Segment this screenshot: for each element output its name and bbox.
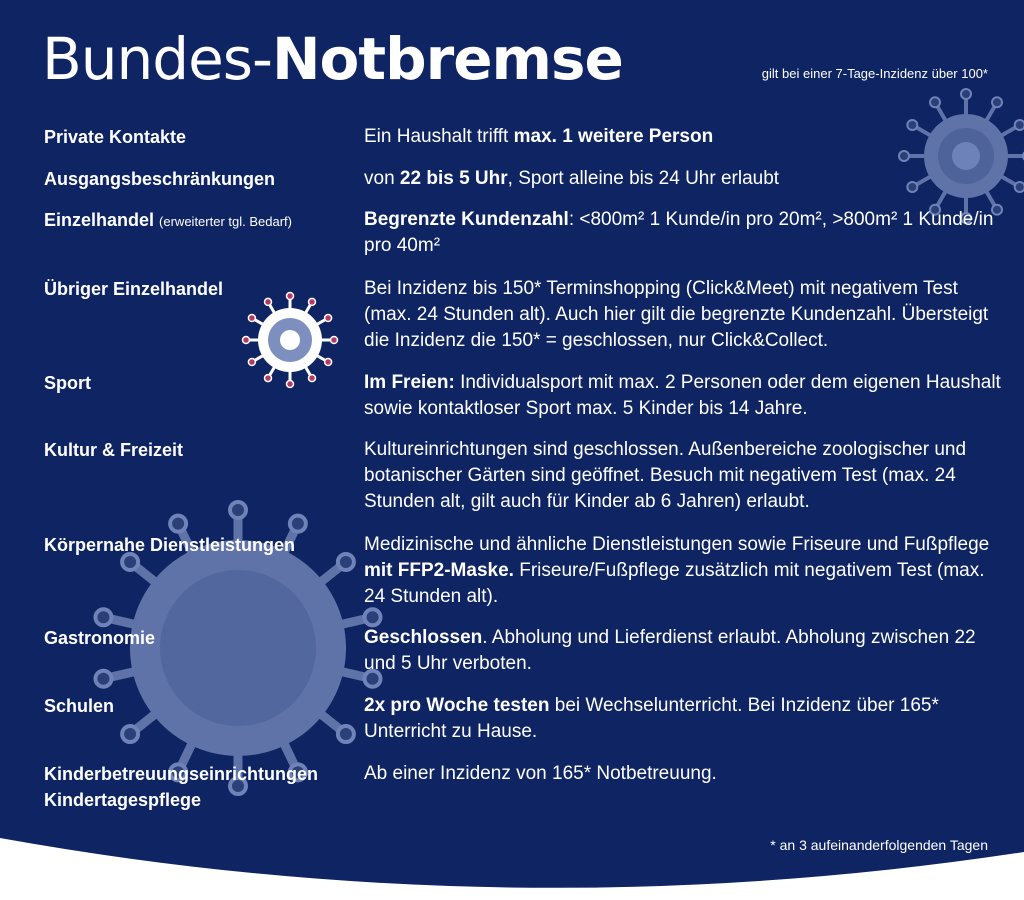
- virus-spike-tip: [95, 609, 111, 625]
- virus-spike-tip: [170, 516, 186, 532]
- rule-text-segment: Ein Haushalt trifft: [364, 126, 514, 147]
- rule-text: [364, 532, 1004, 610]
- virus-spike-tip: [930, 97, 940, 107]
- rule-text-segment: Friseure/Fußpflege zusätzlich mit negativem Test (max. 24 Stunden alt).: [364, 560, 985, 607]
- rule-label: [44, 166, 364, 192]
- rule-label-text: Übriger Einzelhandel: [44, 279, 224, 299]
- rule-label: [44, 437, 364, 463]
- rule-label: [44, 532, 364, 558]
- virus-spike-tip: [365, 609, 381, 625]
- rule-text-segment: bei Wechselunterricht. Bei Inzidenz über 165* Unterricht zu Hause.: [364, 695, 939, 742]
- rule-label: [44, 693, 364, 719]
- footnote: * an 3 aufeinanderfolgenden Tagen: [770, 837, 988, 853]
- rule-text: [364, 207, 1004, 259]
- rule-text: [364, 625, 1004, 677]
- rule-text-emphasis: Im Freien:: [364, 372, 455, 393]
- rule-label: [44, 761, 364, 813]
- virus-spike-tip: [230, 502, 246, 518]
- rule-label: [44, 370, 364, 396]
- rule-text: [364, 166, 1004, 192]
- page-title: [42, 24, 623, 94]
- rule-label: [44, 276, 364, 302]
- rule-label-text: Sport: [44, 373, 91, 393]
- rule-label-text: Körpernahe Dienstleistungen: [44, 535, 296, 555]
- rule-text: [364, 761, 1004, 787]
- rule-text-emphasis: 22 bis 5 Uhr: [399, 168, 508, 189]
- rule-text-segment: Bei Inzidenz bis 150* Terminshopping (Click&Meet) mit negativem Test (max. 24 Stunden alt). Auch hier gilt die begrenzte Kundenzahl. Übersteigt die Inzidenz die 150* = geschlossen, nur Click&Collect.: [364, 278, 989, 351]
- rule-label-text: Kinderbetreuungseinrichtungen Kindertagespflege: [44, 764, 319, 810]
- rule-text-segment: Medizinische und ähnliche Dienstleistungen sowie Friseure und Fußpflege: [364, 534, 990, 555]
- rule-label-text: Private Kontakte: [44, 127, 187, 147]
- virus-spike-tip: [95, 671, 111, 687]
- rule-label-text: Gastronomie: [44, 628, 156, 648]
- virus-spike-tip: [331, 337, 338, 344]
- rule-text-segment: Kultureinrichtungen sind geschlossen. Außenbereiche zoologischer und botanischer Gärten sind geöffnet. Besuch mit negativem Test (max. 24 Stunden alt, gilt auch für Kinder ab 6 Jahren) erlaubt.: [364, 439, 967, 512]
- rule-text-segment: . Abholung und Lieferdienst erlaubt. Abholung zwischen 22 und 5 Uhr verboten.: [364, 627, 976, 674]
- subtitle: gilt bei einer 7-Tage-Inzidenz über 100*: [761, 66, 988, 81]
- rule-text-segment: Individualsport mit max. 2 Personen oder dem eigenen Haushalt sowie kontaktloser Sport max. 5 Kinder bis 14 Jahre.: [364, 372, 1001, 419]
- rule-text: [364, 437, 1004, 515]
- rule-text: [364, 276, 1004, 354]
- virus-spike-tip: [325, 359, 332, 366]
- virus-core: [280, 330, 300, 350]
- rule-label-text: Ausgangsbeschränkungen: [44, 169, 276, 189]
- rule-label-text: Kultur & Freizeit: [44, 440, 184, 460]
- virus-spike-tip: [1015, 120, 1024, 130]
- virus-spike-tip: [290, 516, 306, 532]
- rule-text: [364, 693, 1004, 745]
- virus-spike-tip: [992, 97, 1002, 107]
- title-prefix: Bundes-: [42, 25, 272, 93]
- rule-text-segment: Ab einer Inzidenz von 165* Notbetreuung.: [364, 763, 717, 784]
- virus-spike-tip: [338, 726, 354, 742]
- virus-spike-tip: [248, 315, 255, 322]
- virus-spike-tip: [325, 315, 332, 322]
- rule-text-emphasis: 2x pro Woche testen: [364, 695, 550, 716]
- virus-spike-tip: [243, 337, 250, 344]
- rule-text-emphasis: Begrenzte Kundenzahl: [364, 209, 569, 230]
- rule-text-emphasis: mit FFP2-Maske.: [364, 560, 514, 581]
- rule-text-segment: : <800m² 1 Kunde/in pro 20m², >800m² 1 Kunde/in pro 40m²: [364, 209, 994, 256]
- virus-spike-tip: [248, 359, 255, 366]
- rule-label: [44, 124, 364, 150]
- rule-text-segment: von: [364, 168, 400, 189]
- rule-text-segment: , Sport alleine bis 24 Uhr erlaubt: [507, 168, 780, 189]
- rule-label: [44, 625, 364, 651]
- rule-label-text: Einzelhandel: [44, 210, 155, 230]
- rule-text: [364, 370, 1004, 422]
- rule-text: [364, 124, 1004, 150]
- virus-spike-tip: [1015, 182, 1024, 192]
- rule-label: [44, 207, 364, 235]
- virus-spike-tip: [961, 89, 971, 99]
- virus-spike-tip: [122, 726, 138, 742]
- virus-spike-tip: [899, 151, 909, 161]
- rule-text-emphasis: max. 1 weitere Person: [513, 126, 714, 147]
- rule-text-emphasis: Geschlossen: [364, 627, 483, 648]
- rule-label-text: Schulen: [44, 696, 115, 716]
- title-main: Notbremse: [271, 25, 623, 93]
- rule-label-note: (erweiterter tgl. Bedarf): [159, 214, 292, 229]
